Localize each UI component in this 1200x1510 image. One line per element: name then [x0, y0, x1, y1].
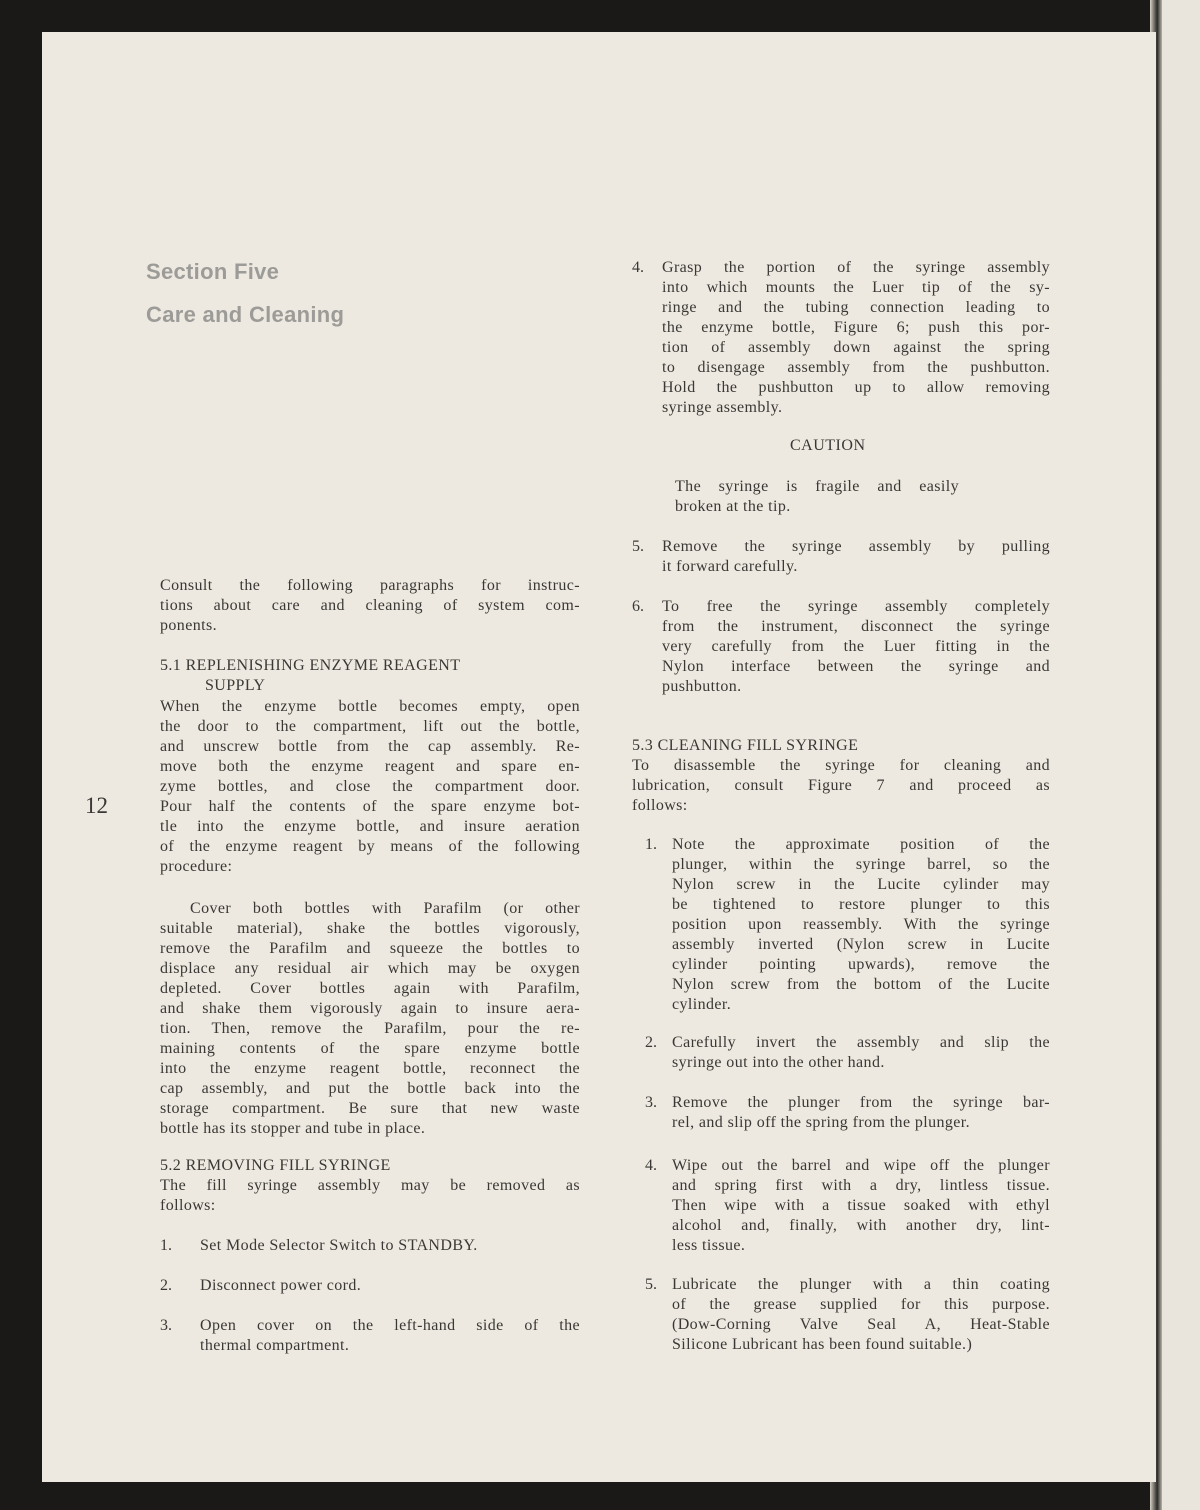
list-item-text — [662, 597, 1050, 697]
text-line: When the enzyme bottle becomes empty, open — [160, 698, 580, 715]
text-line: Then wipe with a tissue soaked with ethyl — [672, 1197, 1050, 1214]
text-line: displace any residual air which may be oxygen — [160, 960, 580, 977]
text-line: follows: — [160, 1197, 216, 1214]
list-item-text — [200, 1276, 580, 1296]
caution-text — [675, 477, 959, 517]
list-item-number: 5. — [645, 1276, 657, 1293]
text-line: Nylon screw in the Lucite cylinder may — [672, 876, 1050, 893]
text-line: The syringe is fragile and easily — [675, 478, 959, 495]
list-item-text — [672, 1093, 1050, 1133]
list-item-number: 3. — [645, 1094, 657, 1111]
list-item-text — [672, 1156, 1050, 1256]
list-item-number: 2. — [160, 1277, 172, 1294]
list-item-number: 5. — [632, 538, 644, 555]
heading-text: 5.3 CLEANING FILL SYRINGE — [632, 737, 859, 754]
text-line: to disengage assembly from the pushbutton. — [662, 359, 1050, 376]
text-line: assembly inverted (Nylon screw in Lucite — [672, 936, 1050, 953]
section-5-2-body — [160, 1176, 580, 1216]
text-line: storage compartment. Be sure that new waste — [160, 1100, 580, 1117]
text-line: lubrication, consult Figure 7 and proceed as — [632, 777, 1050, 794]
list-item-number: 4. — [632, 259, 644, 276]
text-line: broken at the tip. — [675, 498, 791, 515]
text-line: procedure: — [160, 858, 233, 875]
text-line: zyme bottles, and close the compartment door. — [160, 778, 580, 795]
text-line: Remove the syringe assembly by pulling — [662, 538, 1050, 555]
text-line: into the enzyme reagent bottle, reconnect the — [160, 1060, 580, 1077]
text-line: ringe and the tubing connection leading to — [662, 299, 1050, 316]
text-line: and spring first with a dry, lintless tissue. — [672, 1177, 1050, 1194]
section-5-1-heading — [160, 656, 580, 696]
text-line: Wipe out the barrel and wipe off the plunger — [672, 1157, 1050, 1174]
text-line: The fill syringe assembly may be removed as — [160, 1177, 580, 1194]
section-title: Care and Cleaning — [146, 302, 345, 327]
text-line: Hold the pushbutton up to allow removing — [662, 379, 1050, 396]
page-number: 12 — [85, 793, 108, 818]
text-line: pushbutton. — [662, 678, 742, 695]
text-line: Open cover on the left-hand side of the — [200, 1317, 580, 1334]
text-line: of the enzyme reagent by means of the following — [160, 838, 580, 855]
text-line: of the grease supplied for this purpose. — [672, 1296, 1050, 1313]
list-item-text — [200, 1236, 580, 1256]
text-line: follows: — [632, 797, 688, 814]
adjacent-page-edge — [1160, 0, 1200, 1510]
list-item-number: 4. — [645, 1157, 657, 1174]
text-line: thermal compartment. — [200, 1337, 350, 1354]
text-line: tions about care and cleaning of system com- — [160, 597, 580, 614]
text-line: remove the Parafilm and squeeze the bottles to — [160, 940, 580, 957]
text-line: into which mounts the Luer tip of the sy- — [662, 279, 1050, 296]
text-line: cylinder. — [672, 996, 732, 1013]
text-line: SUPPLY — [205, 677, 266, 694]
text-line: and shake them vigorously again to insure aera- — [160, 1000, 580, 1017]
list-item-text — [672, 835, 1050, 1015]
section-label: Section Five — [146, 259, 280, 284]
section-5-1-procedure — [160, 899, 580, 1139]
list-item-number: 3. — [160, 1317, 172, 1334]
text-line: very carefully from the Luer fitting in the — [662, 638, 1050, 655]
text-line: maining contents of the spare enzyme bottle — [160, 1040, 580, 1057]
caution-label: CAUTION — [790, 437, 866, 454]
text-line: 5.1 REPLENISHING ENZYME REAGENT — [160, 657, 461, 674]
text-line: cylinder pointing upwards), remove the — [672, 956, 1050, 973]
text-line: syringe assembly. — [662, 399, 783, 416]
text-line: tion. Then, remove the Parafilm, pour the re- — [160, 1020, 580, 1037]
text-line: cap assembly, and put the bottle back into the — [160, 1080, 580, 1097]
text-line: suitable material), shake the bottles vigorously, — [160, 920, 580, 937]
text-line: Set Mode Selector Switch to STANDBY. — [200, 1237, 478, 1254]
text-line: bottle has its stopper and tube in place. — [160, 1120, 426, 1137]
text-line: To free the syringe assembly completely — [662, 598, 1050, 615]
text-line: Nylon screw from the bottom of the Lucite — [672, 976, 1050, 993]
list-item-text — [672, 1033, 1050, 1073]
text-line: the door to the compartment, lift out the bottle, — [160, 718, 580, 735]
text-line: Remove the plunger from the syringe bar- — [672, 1094, 1050, 1111]
text-line: Pour half the contents of the spare enzyme bot- — [160, 798, 580, 815]
list-item-text — [672, 1275, 1050, 1355]
list-item-number: 1. — [645, 836, 657, 853]
list-item-number: 1. — [160, 1237, 172, 1254]
text-line: alcohol and, finally, with another dry, lint- — [672, 1217, 1050, 1234]
text-line: tion of assembly down against the spring — [662, 339, 1050, 356]
text-line: from the instrument, disconnect the syringe — [662, 618, 1050, 635]
text-line: Carefully invert the assembly and slip the — [672, 1034, 1050, 1051]
list-item-text — [662, 537, 1050, 577]
text-line: it forward carefully. — [662, 558, 798, 575]
text-line: syringe out into the other hand. — [672, 1054, 885, 1071]
text-line: Grasp the portion of the syringe assembly — [662, 259, 1050, 276]
text-line: Consult the following paragraphs for instruc- — [160, 577, 580, 594]
text-line: (Dow-Corning Valve Seal A, Heat-Stable — [672, 1316, 1050, 1333]
text-line: Nylon interface between the syringe and — [662, 658, 1050, 675]
text-line: Disconnect power cord. — [200, 1277, 362, 1294]
text-line: rel, and slip off the spring from the plunger. — [672, 1114, 971, 1131]
text-line: less tissue. — [672, 1237, 746, 1254]
text-line: position upon reassembly. With the syringe — [672, 916, 1050, 933]
text-line: move both the enzyme reagent and spare en- — [160, 758, 580, 775]
text-line: To disassemble the syringe for cleaning and — [632, 757, 1050, 774]
section-5-1-body — [160, 697, 580, 877]
text-line: Cover both bottles with Parafilm (or other — [190, 900, 580, 917]
text-line: ponents. — [160, 617, 217, 634]
text-line: the enzyme bottle, Figure 6; push this por- — [662, 319, 1050, 336]
text-line: Note the approximate position of the — [672, 836, 1050, 853]
text-line: Silicone Lubricant has been found suitable.) — [672, 1336, 973, 1353]
section-5-3-body — [632, 756, 1050, 816]
section-5-3-heading — [632, 736, 1050, 756]
text-line: tle into the enzyme bottle, and insure aeration — [160, 818, 580, 835]
text-line: and unscrew bottle from the cap assembly. Re- — [160, 738, 580, 755]
intro-paragraph — [160, 576, 580, 636]
text-line: plunger, within the syringe barrel, so the — [672, 856, 1050, 873]
list-item-number: 2. — [645, 1034, 657, 1051]
text-line: depleted. Cover bottles again with Parafilm, — [160, 980, 580, 997]
section-5-2-heading — [160, 1156, 580, 1176]
list-item-number: 6. — [632, 598, 644, 615]
list-item-text — [662, 258, 1050, 418]
list-item-text — [200, 1316, 580, 1356]
heading-text: 5.2 REMOVING FILL SYRINGE — [160, 1157, 391, 1174]
text-line: be tightened to restore plunger to this — [672, 896, 1050, 913]
text-line: Lubricate the plunger with a thin coating — [672, 1276, 1050, 1293]
